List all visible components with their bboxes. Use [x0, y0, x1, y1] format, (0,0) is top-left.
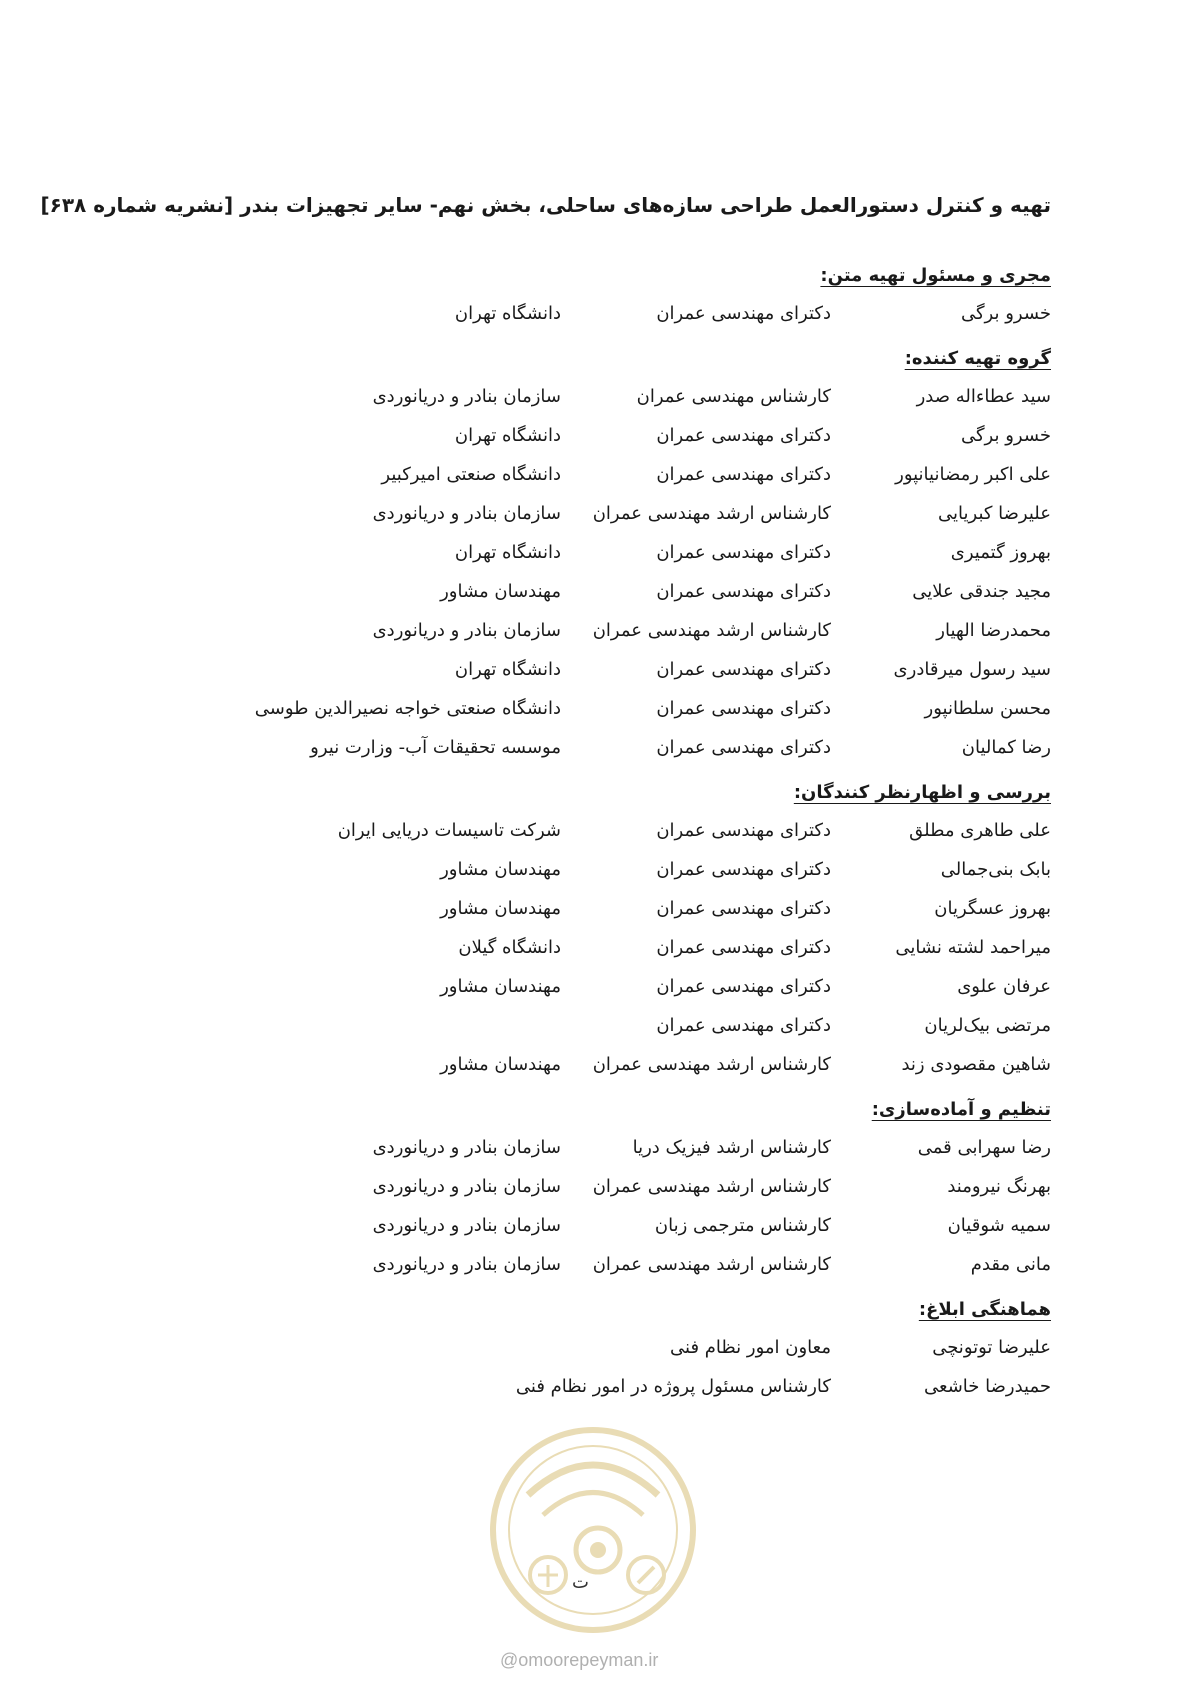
credits-section: [131, 775, 1051, 1084]
person-degree: دکترای مهندسی عمران: [656, 464, 831, 485]
person-organization: دانشگاه صنعتی امیرکبیر: [381, 464, 561, 485]
credit-row: [131, 850, 1051, 889]
person-name: علی اکبر رمضانیانپور: [895, 464, 1051, 485]
person-name: عرفان علوی: [957, 976, 1051, 997]
person-name: خسرو برگی: [960, 303, 1051, 324]
section-heading: مجری و مسئول تهیه متن:: [820, 265, 1051, 286]
person-organization: سازمان بنادر و دریانوردی: [372, 620, 561, 641]
person-name: بهرنگ نیرومند: [947, 1176, 1051, 1197]
person-degree: دکترای مهندسی عمران: [656, 1015, 831, 1036]
person-organization: [131, 1328, 561, 1367]
person-organization: [131, 1367, 561, 1406]
person-organization: مهندسان مشاور: [440, 976, 561, 997]
person-degree: دکترای مهندسی عمران: [656, 425, 831, 446]
credit-row: [131, 455, 1051, 494]
person-name: علیرضا توتونچی: [932, 1337, 1051, 1358]
person-degree: دکترای مهندسی عمران: [656, 581, 831, 602]
credit-row: [131, 889, 1051, 928]
person-name: مرتضی بیک‌لریان: [924, 1015, 1051, 1036]
credit-row: [131, 294, 1051, 333]
person-degree: دکترای مهندسی عمران: [656, 303, 831, 324]
credit-row: [131, 1167, 1051, 1206]
person-organization: مهندسان مشاور: [440, 859, 561, 880]
credits-section: [131, 1292, 1051, 1406]
person-organization: مهندسان مشاور: [440, 898, 561, 919]
person-organization: موسسه تحقیقات آب- وزارت نیرو: [310, 737, 561, 758]
credit-row: [131, 1328, 1051, 1367]
person-degree: کارشناس ارشد مهندسی عمران: [592, 1176, 831, 1197]
person-organization: دانشگاه تهران: [454, 542, 561, 563]
person-degree: کارشناس ارشد فیزیک دریا: [632, 1137, 831, 1158]
credits-section: [131, 1092, 1051, 1284]
person-name: سمیه شوقیان: [947, 1215, 1051, 1236]
page-number: ت: [572, 1572, 589, 1593]
person-name: میراحمد لشته نشایی: [895, 937, 1051, 958]
person-organization: دانشگاه تهران: [454, 303, 561, 324]
credit-row: [131, 1045, 1051, 1084]
credit-row: [131, 572, 1051, 611]
credit-row: [131, 650, 1051, 689]
person-name: بابک بنی‌جمالی: [940, 859, 1051, 880]
person-organization: سازمان بنادر و دریانوردی: [372, 1176, 561, 1197]
watermark-site-tag: @omoorepeyman.ir: [500, 1650, 659, 1670]
person-organization: مهندسان مشاور: [440, 581, 561, 602]
person-name: محمدرضا الهیار: [936, 620, 1051, 641]
section-heading: بررسی و اظهارنظر کنندگان:: [793, 782, 1051, 803]
credit-row: [131, 1128, 1051, 1167]
person-degree: دکترای مهندسی عمران: [656, 698, 831, 719]
person-organization: دانشگاه صنعتی خواجه نصیرالدین طوسی: [254, 698, 561, 719]
person-organization: سازمان بنادر و دریانوردی: [372, 1254, 561, 1275]
credit-row: [131, 967, 1051, 1006]
person-name: خسرو برگی: [960, 425, 1051, 446]
credits-section: [131, 341, 1051, 767]
person-degree: دکترای مهندسی عمران: [656, 859, 831, 880]
person-organization: دانشگاه گیلان: [458, 937, 561, 958]
credit-row: [131, 928, 1051, 967]
person-degree: دکترای مهندسی عمران: [656, 937, 831, 958]
person-degree: کارشناس ارشد مهندسی عمران: [592, 1054, 831, 1075]
person-name: بهروز عسگریان: [934, 898, 1051, 919]
person-name: مانی مقدم: [970, 1254, 1051, 1275]
person-name: علیرضا کبریایی: [938, 503, 1051, 524]
person-degree: دکترای مهندسی عمران: [656, 542, 831, 563]
person-organization: سازمان بنادر و دریانوردی: [372, 1215, 561, 1236]
person-name: رضا سهرابی قمی: [917, 1137, 1051, 1158]
credit-row: [131, 1006, 1051, 1045]
person-degree: کارشناس مترجمی زبان: [654, 1215, 831, 1236]
person-name: سید رسول میرقادری: [893, 659, 1051, 680]
credit-row: [131, 416, 1051, 455]
person-degree: دکترای مهندسی عمران: [656, 820, 831, 841]
credits-section: [131, 258, 1051, 333]
person-degree: دکترای مهندسی عمران: [656, 976, 831, 997]
person-organization: دانشگاه تهران: [454, 425, 561, 446]
credit-row: [131, 811, 1051, 850]
credit-row: [131, 494, 1051, 533]
person-organization: [131, 1006, 561, 1045]
credit-row: [131, 533, 1051, 572]
person-degree: کارشناس ارشد مهندسی عمران: [592, 620, 831, 641]
person-organization: دانشگاه تهران: [454, 659, 561, 680]
person-degree: دکترای مهندسی عمران: [656, 737, 831, 758]
person-name: مجید جندقی علایی: [912, 581, 1051, 602]
credits-content: [131, 258, 1051, 1406]
person-degree: دکترای مهندسی عمران: [656, 898, 831, 919]
person-name: رضا کمالیان: [961, 737, 1051, 758]
person-name: سید عطاءاله صدر: [916, 386, 1051, 407]
person-degree: کارشناس ارشد مهندسی عمران: [592, 1254, 831, 1275]
person-name: بهروز گتمیری: [950, 542, 1051, 563]
person-organization: مهندسان مشاور: [440, 1054, 561, 1075]
person-degree: دکترای مهندسی عمران: [656, 659, 831, 680]
section-heading: هماهنگی ابلاغ:: [918, 1299, 1051, 1320]
person-degree: کارشناس مهندسی عمران: [636, 386, 831, 407]
person-name: شاهین مقصودی زند: [901, 1054, 1051, 1075]
credit-row: [131, 611, 1051, 650]
person-name: محسن سلطانپور: [924, 698, 1051, 719]
credit-row: [131, 689, 1051, 728]
person-degree: کارشناس مسئول پروژه در امور نظام فنی: [515, 1376, 831, 1397]
person-organization: شرکت تاسیسات دریایی ایران: [337, 820, 561, 841]
credit-row: [131, 377, 1051, 416]
document-title: تهیه و کنترل دستورالعمل طراحی سازه‌های ساحلی، بخش نهم- سایر تجهیزات بندر [نشریه شماره ۶۳۸]: [40, 193, 1051, 217]
credit-row: [131, 1367, 1051, 1406]
person-degree: کارشناس ارشد مهندسی عمران: [592, 503, 831, 524]
person-organization: سازمان بنادر و دریانوردی: [372, 503, 561, 524]
person-name: حمیدرضا خاشعی: [924, 1376, 1051, 1397]
person-organization: سازمان بنادر و دریانوردی: [372, 1137, 561, 1158]
person-name: علی طاهری مطلق: [909, 820, 1051, 841]
credit-row: [131, 728, 1051, 767]
person-degree: معاون امور نظام فنی: [670, 1337, 831, 1358]
watermark-seal-icon: [488, 1425, 698, 1635]
credit-row: [131, 1245, 1051, 1284]
person-organization: سازمان بنادر و دریانوردی: [372, 386, 561, 407]
section-heading: گروه تهیه کننده:: [904, 348, 1051, 369]
credit-row: [131, 1206, 1051, 1245]
section-heading: تنظیم و آماده‌سازی:: [871, 1099, 1051, 1120]
